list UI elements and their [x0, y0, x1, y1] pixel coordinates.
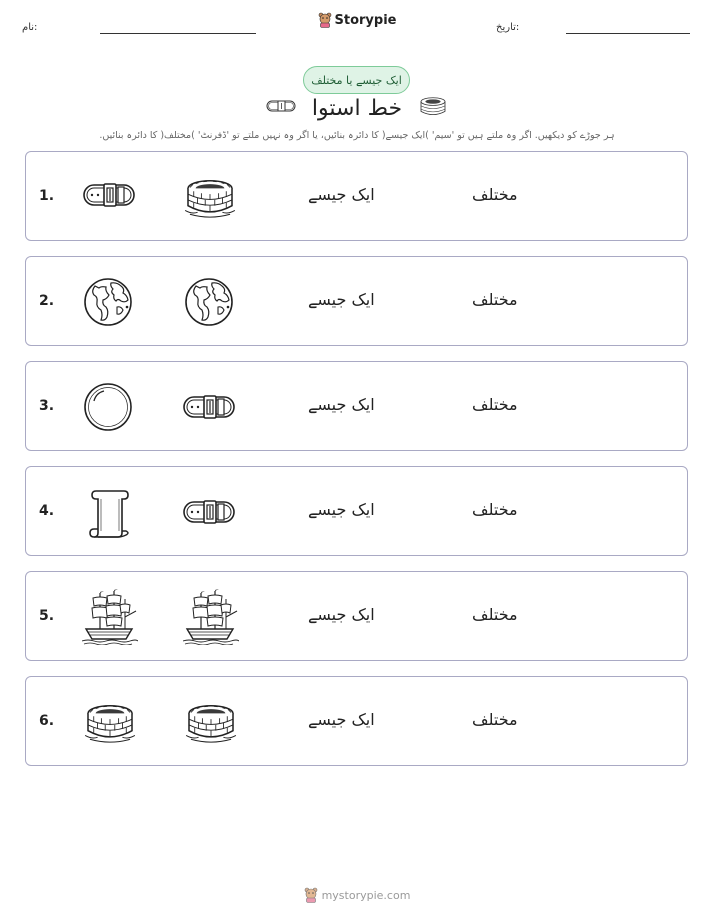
question-number: 1.	[39, 188, 55, 204]
scroll-icon	[86, 485, 132, 541]
belt-icon	[182, 391, 238, 423]
well-icon	[82, 701, 138, 745]
well-icon	[183, 701, 239, 745]
footer-url[interactable]: mystorypie.com	[321, 888, 411, 902]
option-different[interactable]: مختلف	[472, 185, 518, 204]
question-number: 4.	[39, 503, 55, 519]
ship-icon	[82, 589, 138, 645]
belt-icon	[182, 496, 238, 528]
ship-icon	[183, 589, 239, 645]
date-line[interactable]	[566, 33, 690, 34]
name-line[interactable]	[100, 33, 256, 34]
option-same[interactable]: ایک جیسے	[308, 290, 375, 309]
question-row	[25, 676, 688, 766]
worksheet-type-badge: ایک جیسے یا مختلف	[303, 66, 410, 94]
question-row	[25, 256, 688, 346]
question-number: 3.	[39, 398, 55, 414]
globe-icon	[83, 277, 133, 327]
well-icon	[182, 176, 238, 220]
globe-icon	[184, 277, 234, 327]
bear-mascot-icon	[318, 12, 332, 28]
option-different[interactable]: مختلف	[472, 710, 518, 729]
option-same[interactable]: ایک جیسے	[308, 710, 375, 729]
footer	[0, 887, 714, 907]
question-number: 5.	[39, 608, 55, 624]
instructions: ہر جوڑے کو دیکھیں. اگر وہ ملتے ہیں تو 'سیم' )ایک جیسے( کا دائرہ بنائیں، یا اگر وہ نہیں ملتے تو 'ڈفرنٹ' )مختلف( کا دائرہ بنائیں.	[99, 130, 615, 141]
brand-logo	[0, 12, 714, 32]
option-different[interactable]: مختلف	[472, 290, 518, 309]
option-same[interactable]: ایک جیسے	[308, 395, 375, 414]
name-label: نام:	[22, 22, 38, 33]
page-title: خط استوا	[311, 96, 403, 121]
option-same[interactable]: ایک جیسے	[308, 500, 375, 519]
option-same[interactable]: ایک جیسے	[308, 605, 375, 624]
date-label: تاریخ:	[496, 22, 520, 33]
belt-icon	[82, 179, 138, 211]
option-different[interactable]: مختلف	[472, 395, 518, 414]
option-different[interactable]: مختلف	[472, 500, 518, 519]
question-number: 2.	[39, 293, 55, 309]
question-row	[25, 361, 688, 451]
option-different[interactable]: مختلف	[472, 605, 518, 624]
brand-name: Storypie	[334, 12, 397, 28]
bear-mascot-icon	[304, 887, 318, 903]
question-row	[25, 151, 688, 241]
question-row	[25, 466, 688, 556]
question-number: 6.	[39, 713, 55, 729]
option-same[interactable]: ایک جیسے	[308, 185, 375, 204]
well-icon	[418, 95, 448, 119]
question-row	[25, 571, 688, 661]
ball-icon	[83, 382, 133, 432]
